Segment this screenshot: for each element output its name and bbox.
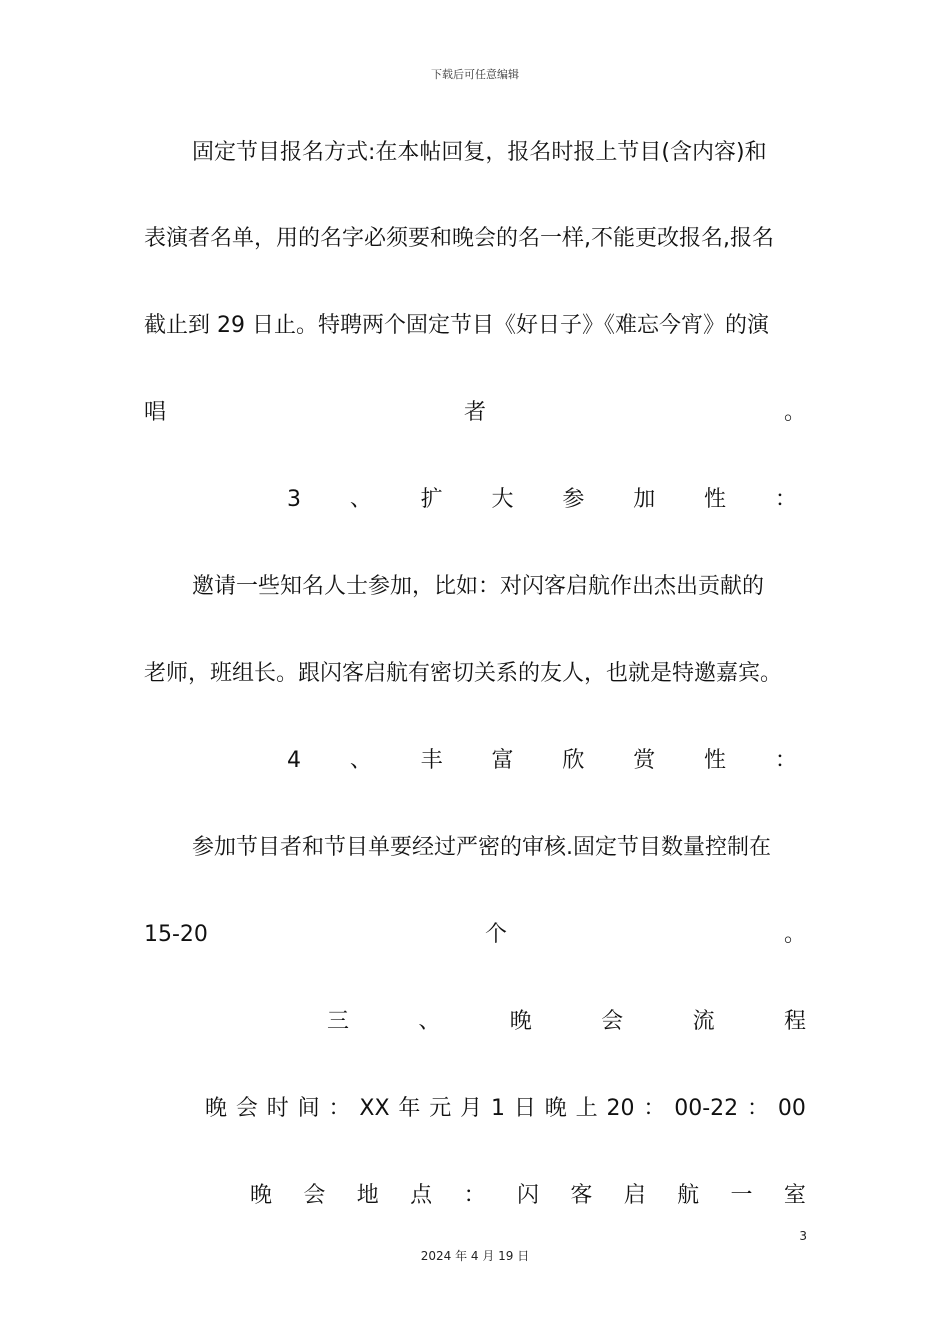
paragraph-line: 截止到 29 日止。特聘两个固定节目《好日子》《难忘今宵》的演 bbox=[144, 313, 769, 338]
heading-char: 丰 bbox=[420, 748, 443, 773]
time-token: 时 bbox=[266, 1096, 289, 1121]
word: 唱 bbox=[144, 400, 167, 425]
time-token: 间 bbox=[297, 1096, 320, 1121]
time-token: ： bbox=[643, 1096, 666, 1121]
event-time-line bbox=[205, 1094, 806, 1124]
place-token: 室 bbox=[783, 1183, 806, 1208]
paragraph-line: 固定节目报名方式:在本帖回复，报名时报上节目(含内容)和 bbox=[192, 140, 767, 165]
heading-char: 、 bbox=[349, 748, 372, 773]
section-heading-program bbox=[327, 1007, 806, 1037]
heading-char: 4 bbox=[287, 748, 301, 773]
place-token: 航 bbox=[677, 1183, 700, 1208]
section-heading-4 bbox=[287, 746, 797, 776]
place-token: 地 bbox=[356, 1183, 379, 1208]
time-token: 会 bbox=[235, 1096, 258, 1121]
section-heading-3 bbox=[287, 485, 797, 515]
place-token: 启 bbox=[623, 1183, 646, 1208]
heading-char: 扩 bbox=[420, 487, 443, 512]
time-token: 上 bbox=[575, 1096, 598, 1121]
place-token: 会 bbox=[303, 1183, 326, 1208]
heading-char: ： bbox=[774, 487, 797, 512]
heading-char: 性 bbox=[704, 487, 727, 512]
place-token: 闪 bbox=[516, 1183, 539, 1208]
heading-char: 富 bbox=[491, 748, 514, 773]
paragraph-line: 表演者名单，用的名字必须要和晚会的名一样,不能更改报名,报名 bbox=[144, 226, 774, 251]
heading-char: 流 bbox=[692, 1009, 715, 1034]
page-number: 3 bbox=[799, 1229, 807, 1243]
place-token: 晚 bbox=[250, 1183, 273, 1208]
place-token: 点 bbox=[410, 1183, 433, 1208]
word: 者 bbox=[463, 400, 486, 425]
event-place-line bbox=[250, 1181, 806, 1211]
time-token: ： bbox=[328, 1096, 351, 1121]
word: 。 bbox=[783, 922, 806, 947]
word: 个 bbox=[484, 922, 507, 947]
time-token: 元 bbox=[429, 1096, 452, 1121]
time-token: 年 bbox=[398, 1096, 421, 1121]
heading-char: 程 bbox=[783, 1009, 806, 1034]
place-token: 客 bbox=[570, 1183, 593, 1208]
time-token: ： bbox=[747, 1096, 770, 1121]
heading-char: 参 bbox=[562, 487, 585, 512]
paragraph-line-justified bbox=[144, 920, 806, 950]
place-token: ： bbox=[463, 1183, 486, 1208]
heading-char: 欣 bbox=[562, 748, 585, 773]
time-token: 月 bbox=[460, 1096, 483, 1121]
page-header: 下载后可任意编辑 bbox=[431, 68, 519, 81]
time-token: 00 bbox=[777, 1096, 806, 1121]
time-token: 00-22 bbox=[674, 1096, 739, 1121]
time-token: 1 bbox=[491, 1096, 506, 1121]
paragraph-line: 邀请一些知名人士参加，比如：对闪客启航作出杰出贡献的 bbox=[192, 574, 765, 599]
heading-char: 加 bbox=[633, 487, 656, 512]
time-token: 日 bbox=[513, 1096, 536, 1121]
paragraph-line-justified bbox=[144, 398, 806, 428]
place-token: 一 bbox=[730, 1183, 753, 1208]
heading-char: 大 bbox=[491, 487, 514, 512]
word: 15-20 bbox=[144, 922, 208, 947]
heading-char: 、 bbox=[349, 487, 372, 512]
paragraph-line: 参加节目者和节目单要经过严密的审核.固定节目数量控制在 bbox=[192, 835, 771, 860]
paragraph-line: 老师，班组长。跟闪客启航有密切关系的友人，也就是特邀嘉宾。 bbox=[144, 661, 783, 686]
heading-char: 晚 bbox=[509, 1009, 532, 1034]
time-token: XX bbox=[359, 1096, 390, 1121]
time-token: 晚 bbox=[205, 1096, 228, 1121]
word: 。 bbox=[783, 400, 806, 425]
heading-char: 赏 bbox=[633, 748, 656, 773]
heading-char: 性 bbox=[704, 748, 727, 773]
time-token: 晚 bbox=[544, 1096, 567, 1121]
heading-char: 、 bbox=[418, 1009, 441, 1034]
heading-char: 会 bbox=[601, 1009, 624, 1034]
heading-char: ： bbox=[774, 748, 797, 773]
heading-char: 三 bbox=[327, 1009, 350, 1034]
page-footer-date: 2024 年 4 月 19 日 bbox=[420, 1249, 530, 1263]
time-token: 20 bbox=[606, 1096, 635, 1121]
heading-char: 3 bbox=[287, 487, 301, 512]
